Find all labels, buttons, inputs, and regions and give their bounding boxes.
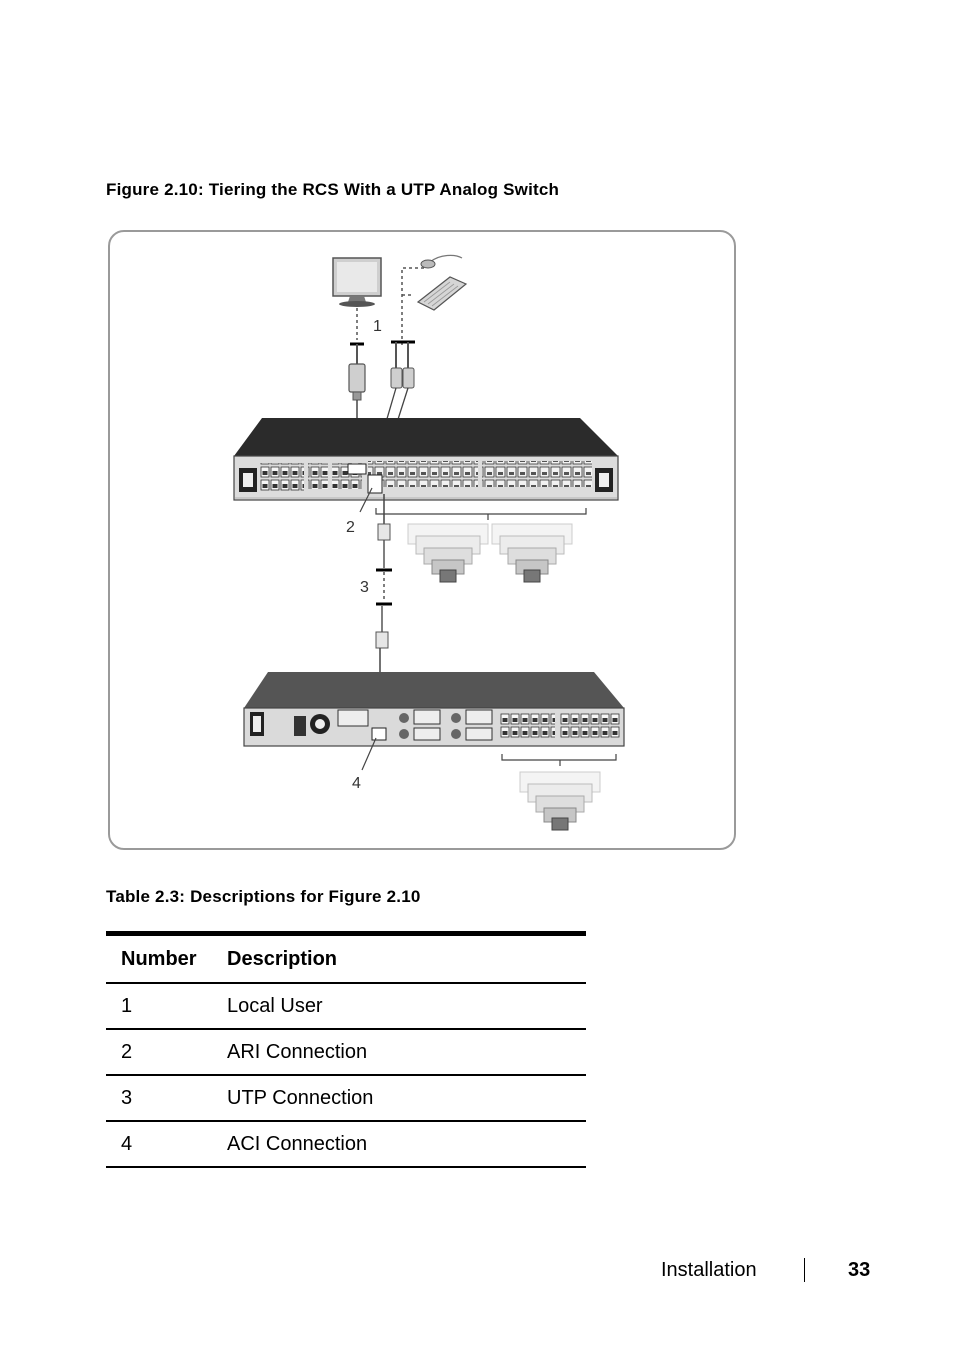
figure-caption: Figure 2.10: Tiering the RCS With a UTP Analog Switch <box>106 180 560 199</box>
page-number: 33 <box>848 1259 871 1281</box>
server-stack-icon <box>520 772 600 830</box>
row-description: ARI Connection <box>225 1029 586 1075</box>
table-header-row <box>106 934 586 984</box>
row-number: 2 <box>106 1029 225 1075</box>
footer-divider <box>804 1258 805 1282</box>
row-description: UTP Connection <box>225 1075 586 1121</box>
callout-2: 2 <box>346 519 355 536</box>
mouse-icon <box>421 255 462 268</box>
server-stack-icon <box>408 524 488 582</box>
callout-4: 4 <box>352 775 361 792</box>
table-row <box>106 1029 586 1075</box>
keyboard-icon <box>418 277 466 310</box>
table-row <box>106 1121 586 1167</box>
row-description: ACI Connection <box>225 1121 586 1167</box>
column-header-number: Number <box>106 934 225 984</box>
row-number: 4 <box>106 1121 225 1167</box>
figure-diagram <box>108 230 736 850</box>
row-description: Local User <box>225 983 586 1029</box>
row-number: 3 <box>106 1075 225 1121</box>
table-row <box>106 983 586 1029</box>
column-header-description: Description <box>225 934 586 984</box>
callout-3: 3 <box>360 579 369 596</box>
analog-switch-unit <box>244 672 624 746</box>
server-stack-icon <box>492 524 572 582</box>
descriptions-table <box>106 931 586 1168</box>
footer-section-title: Installation <box>661 1259 757 1281</box>
table-caption: Table 2.3: Descriptions for Figure 2.10 <box>106 887 421 906</box>
row-number: 1 <box>106 983 225 1029</box>
table-row <box>106 1075 586 1121</box>
rcs-switch-unit <box>234 418 618 500</box>
monitor-icon <box>333 258 381 307</box>
callout-1: 1 <box>373 318 382 335</box>
